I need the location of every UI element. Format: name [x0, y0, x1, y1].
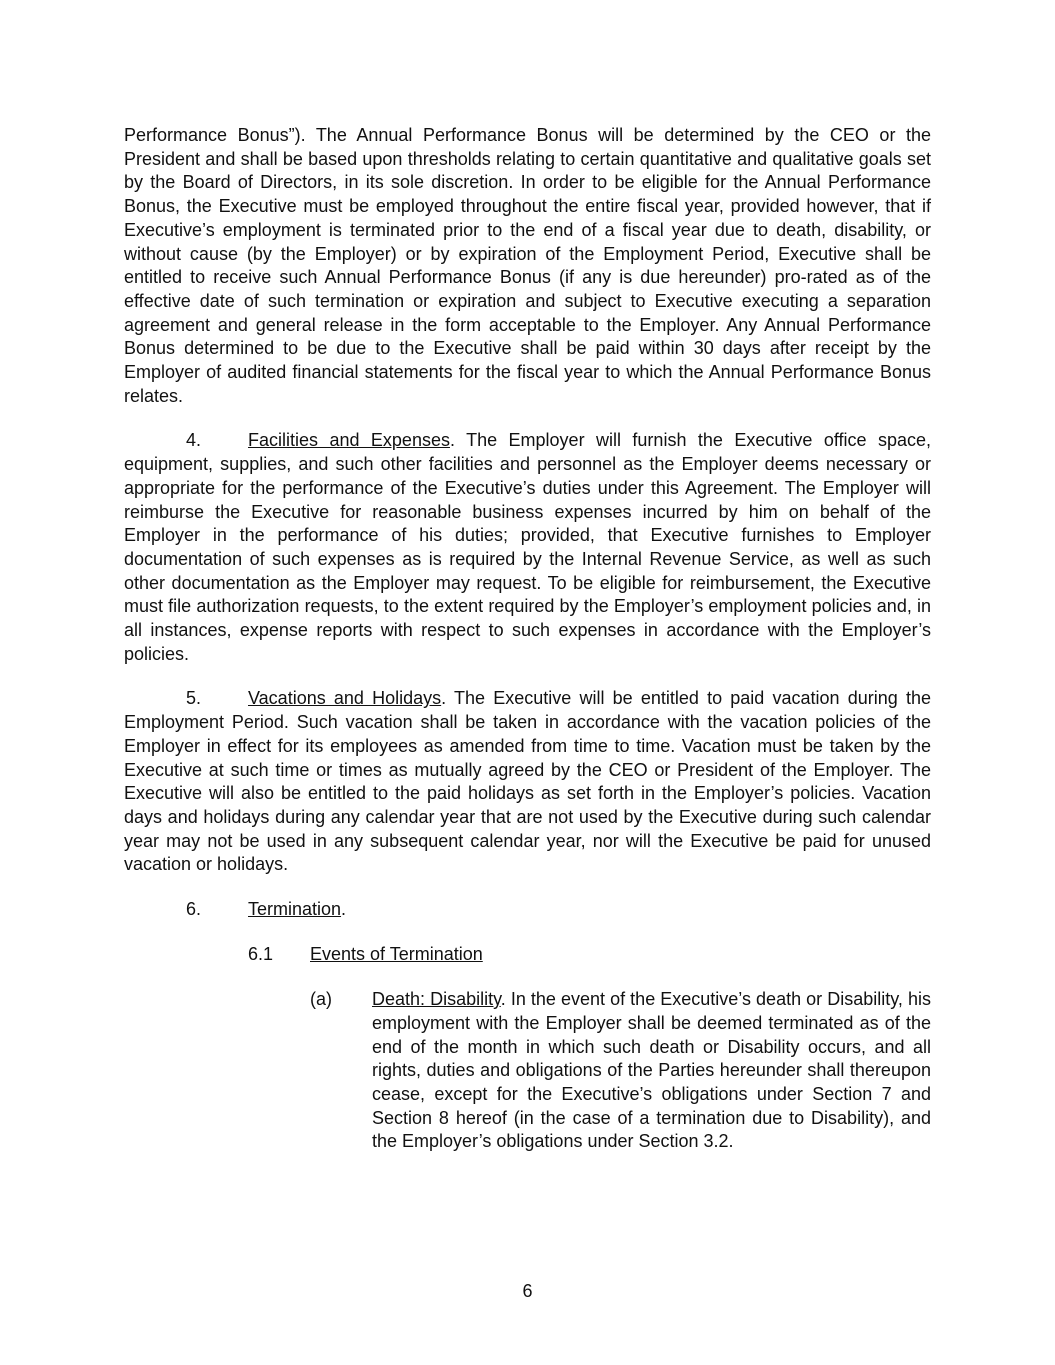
section-6-1-a-text	[372, 988, 931, 1154]
section-5-body: . The Executive will be entitled to paid vacation during the Employment Period. Such vacation shall be taken in accordance with the vacation policies of the Employer in effect for its employees as amended from time to time. Vacation must be taken by the Executive at such time or times as mutually agreed by the CEO or President of the Employer. The Executive will also be entitled to the paid holidays as set forth in the Employer’s policies. Vacation days and holidays during any calendar year that are not used by the Executive during such calendar year may not be used in any subsequent calendar year, nor will the Executive be paid for unused vacation or holidays.	[124, 688, 931, 875]
section-6-title: Termination	[248, 899, 342, 920]
document-page	[124, 124, 931, 1154]
section-4-number: 4.	[186, 430, 202, 451]
section-6-1-heading	[124, 943, 931, 967]
section-6-1-a-title: Death: Disability	[372, 989, 501, 1010]
section-6-1-number: 6.1	[248, 944, 274, 965]
section-4-body: . The Employer will furnish the Executive office space, equipment, supplies, and such other facilities and personnel as the Employer deems necessary or appropriate for the performance of the Executive’s duties under this Agreement. The Employer will reimburse the Executive for reasonable business expenses incurred by him on behalf of the Employer in the performance of his duties; provided, that Executive furnishes to Employer documentation of such expenses as is required by the Internal Revenue Service, as well as such other documentation as the Employer may request. To be eligible for reimbursement, the Executive must file authorization requests, to the extent required by the Employer’s employment policies and, in all instances, expense reports with respect to such expenses in accordance with the Employer’s policies.	[124, 430, 931, 664]
section-6-1-title: Events of Termination	[310, 944, 483, 965]
section-5-title: Vacations and Holidays	[248, 688, 442, 709]
section-6-heading	[124, 898, 931, 922]
paragraph-annual-bonus-continued: Performance Bonus”). The Annual Performance Bonus will be determined by the CEO or the President and shall be based upon thresholds relating to certain quantitative and qualitative goals set by the Board of Directors, in its sole discretion. In order to be eligible for the Annual Performance Bonus, the Executive must be employed throughout the entire fiscal year, provided however, that if Executive’s employment is terminated prior to the end of a fiscal year due to death, disability, or without cause (by the Employer) or by expiration of the Employment Period, Executive shall be entitled to receive such Annual Performance Bonus (if any is due hereunder) pro-rated as of the effective date of such termination or expiration and subject to Executive executing a separation agreement and general release in the form acceptable to the Employer. Any Annual Performance Bonus determined to be due to the Executive shall be paid within 30 days after receipt by the Employer of audited financial statements for the fiscal year to which the Annual Performance Bonus relates.	[124, 125, 931, 406]
section-4-facilities-expenses	[124, 429, 931, 666]
page-number: 6	[522, 1281, 533, 1301]
section-6-1-a-label: (a)	[310, 989, 332, 1010]
section-6-1-a-body: . In the event of the Executive’s death or Disability, his employment with the Employer shall be deemed terminated as of the end of the month in which such death or Disability occurs, and all rights, duties and obligations of the Parties hereunder shall thereupon cease, except for the Executive’s obligations under Section 7 and Section 8 hereof (in the case of a termination due to Disability), and the Employer’s obligations under Section 3.2.	[372, 989, 931, 1152]
section-5-vacations-holidays	[124, 687, 931, 877]
section-6-number: 6.	[186, 899, 202, 920]
section-6-1-a-death-disability	[124, 988, 931, 1154]
section-4-title: Facilities and Expenses	[248, 430, 450, 451]
section-6-title-suffix: .	[341, 899, 347, 920]
section-6-title-wrap	[248, 898, 346, 922]
section-5-number: 5.	[186, 688, 202, 709]
